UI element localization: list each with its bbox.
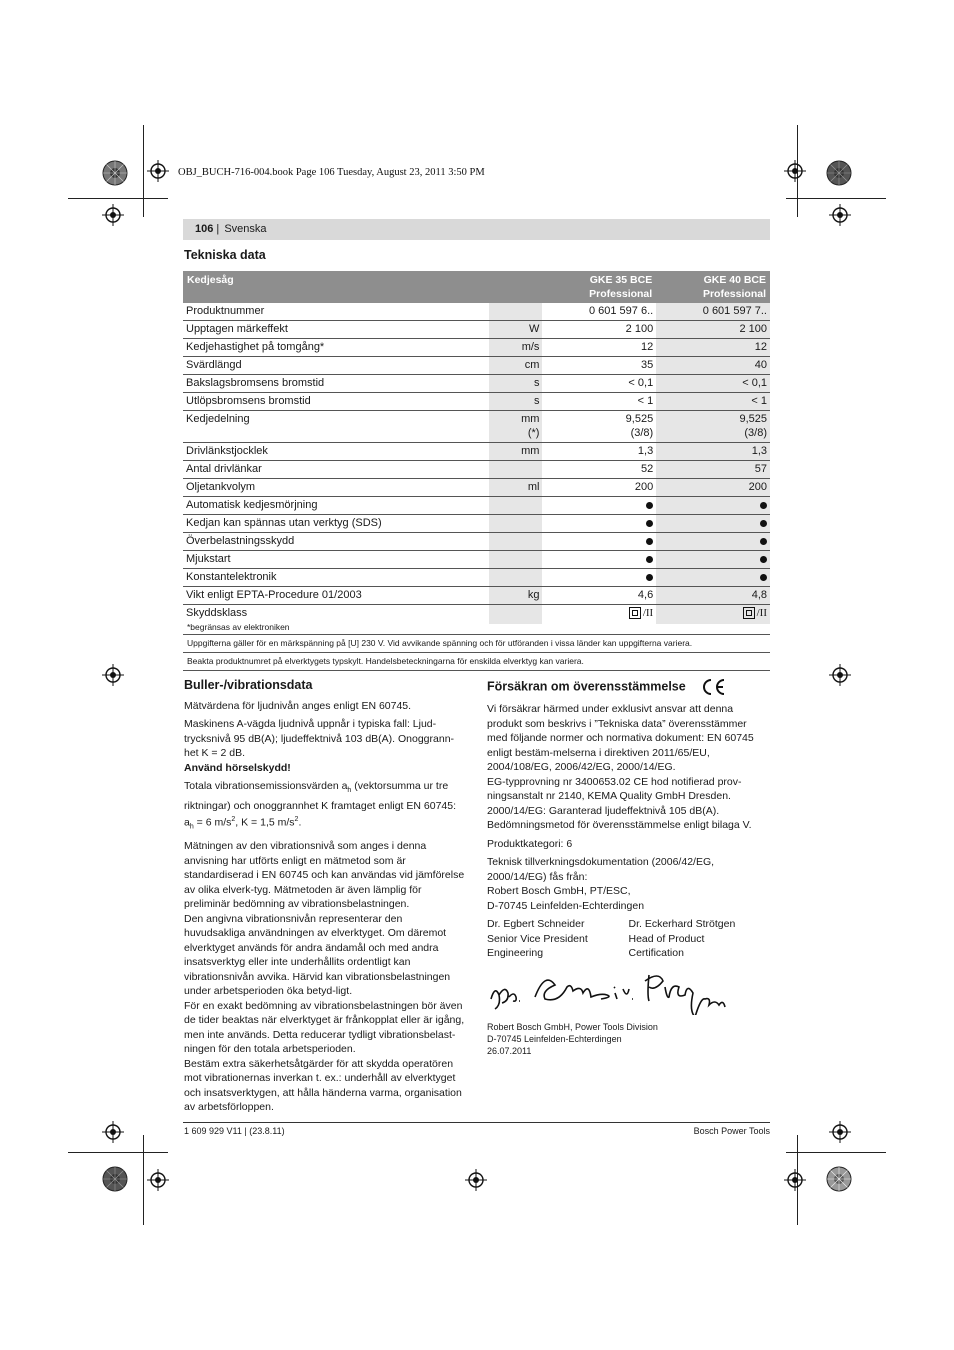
table-row: Mjukstart [183,551,770,569]
table-header-label: Kedjesåg [183,271,542,303]
header-separator: | [216,223,220,235]
paragraph: Bestäm extra säkerhetsåtgärder för att skydda operatören mot vibrationernas inverkan t. ex.: underhåll av elverktyget och insatsverktygen, att hålla händerna varma, organisation av arbetsförloppen. [184,1057,462,1114]
paragraph: EG-typprovning nr 3400653.02 CE hod notifierad prov-ningsanstalt nr 2140, KEMA Quality GmbH Dresden. 2000/14/EG: Garanterad ljudeffektnivå 105 dB(A). Bedömningsmetod för överensstämmelse enligt bilaga V. [487,775,752,831]
registration-mark-icon [829,664,851,686]
signatures-image [487,967,770,1015]
hearing-protection-warning: Använd hörselskydd! [184,761,291,774]
calibration-disc-icon [102,1166,128,1192]
calibration-disc-icon [826,160,852,186]
paragraph: Teknisk tillverkningsdokumentation (2006/42/EG, 2000/14/EG) fås från: [487,856,715,883]
protection-class-icon [743,607,755,619]
paragraph: Maskinens A-vägda ljudnivå uppnår i typiska fall: Ljud-trycksnivå 95 dB(A); ljudeffektnivå 103 dB(A). Onoggrann-het K = 2 dB. [184,718,455,759]
footer-divider [183,1122,770,1123]
feature-dot-icon [646,556,653,563]
feature-dot-icon [646,502,653,509]
table-row: Kedjan kan spännas utan verktyg (SDS) [183,515,770,533]
noise-section-title: Buller-/vibrationsdata [184,678,313,692]
calibration-disc-icon [102,160,128,186]
paragraph: Vi försäkrar härmed under exklusivt ansvar att denna produkt som beskrivs i ”Tekniska data” överensstämmer med följande normer och normativa dokument: EN 60745 enligt bestäm-melserna i direktiven 2011/65/EU, 2004/108/EG, 2006/42/EG, 2000/14/EG. [487,703,754,773]
registration-mark-icon [784,1169,806,1191]
feature-dot-icon [760,556,767,563]
table-row: Produktnummer 0 601 597 6.. 0 601 597 7.. [183,303,770,321]
table-header-model-2: GKE 40 BCE Professional [656,271,770,303]
table-row: Upptagen märkeffekt W 2 100 2 100 [183,321,770,339]
spec-table-header [183,271,770,303]
registration-mark-icon [829,1121,851,1143]
footer-document-number: 1 609 929 V11 | (23.8.11) [184,1126,285,1136]
table-row: Överbelastningsskydd [183,533,770,551]
table-notes [183,634,770,671]
registration-mark-icon [102,1121,124,1143]
section-title: Tekniska data [184,248,266,262]
calibration-disc-icon [826,1166,852,1192]
table-header-model-1: GKE 35 BCE Professional [542,271,656,303]
registration-mark-icon [102,204,124,226]
feature-dot-icon [760,502,767,509]
table-row: Vikt enligt EPTA-Procedure 01/2003 kg 4,6 4,8 [183,587,770,605]
paragraph: För en exakt bedömning av vibrationsbelastningen bör även de tider beaktas när elverktyget är frånkopplat eller är igång, men inte används. Detta reducerar tydligt vibrationsbelast-ningen för den totala arbetsperioden. [184,999,465,1056]
paragraph: Den angivna vibrationsnivån representerar den huvudsakliga användningen av elverktyget. Om däremot elverktyget används för andra ändamål och med andra insatsverktyg eller inte underhållits ordentligt kan vibrationsnivån avvika. Härvid kan vibrationsbelastningen under arbetsperioden öka betyd-ligt. [184,912,451,998]
address-line: Robert Bosch GmbH, PT/ESC, [487,885,631,897]
signatories [487,917,770,961]
table-note-product-number: Beakta produktnumret på elverktygets typskylt. Handelsbeteckningarna för enskilda elverktyg kan variera. [183,652,770,671]
vibration-values: Totala vibrationsemissionsvärden $a_h$ (vektorsumma ur tre riktningar) och onoggrannhet K framtaget enligt EN 60745: $a_h = 6$ $m/s^2$, K = 1,5 $m/s^2$. [184,780,457,831]
feature-dot-icon [760,520,767,527]
table-footnote: *begränsas av elektroniken [187,622,290,632]
protection-class-icon [629,607,641,619]
table-row: Drivlänkstjocklek mm 1,3 1,3 [183,443,770,461]
signatory-1: Dr. Egbert Schneider Senior Vice President Engineering [487,918,588,959]
product-category: Produktkategori: 6 [487,837,573,850]
paragraph: Mätningen av den vibrationsnivå som anges i denna anvisning har utförts enligt en mätmetod som är standardiserad i EN 60745 och kan användas vid jämförelse av olika elverk-tyg. Mätmetoden är även lämplig för preliminär bedömning av vibrationsbelastningen. [184,840,465,911]
page-header [183,219,770,240]
table-row: Bakslagsbromsens bromstid s < 0,1 < 0,1 [183,375,770,393]
table-row: Utlöpsbromsens bromstid s < 1 < 1 [183,393,770,411]
feature-dot-icon [760,538,767,545]
signatory-2: Dr. Eckerhard Strötgen Head of Product Certification [628,918,736,959]
table-row: Automatisk kedjesmörjning [183,497,770,515]
table-row: Konstantelektronik [183,569,770,587]
registration-mark-icon [829,204,851,226]
registration-mark-icon [784,160,806,182]
feature-dot-icon [646,538,653,545]
feature-dot-icon [646,520,653,527]
noise-vibration-section [184,678,466,1115]
spec-table [183,271,770,624]
footer-brand: Bosch Power Tools [693,1126,770,1136]
feature-dot-icon [646,574,653,581]
table-row: Antal drivlänkar 52 57 [183,461,770,479]
feature-dot-icon [760,574,767,581]
manufacturer-address: Robert Bosch GmbH, Power Tools Division D-70745 Leinfelden-Echterdingen 26.07.2011 [487,1022,658,1056]
registration-mark-icon [465,1169,487,1191]
address-line: D-70745 Leinfelden-Echterdingen [487,899,645,912]
declaration-section [487,678,770,1057]
table-note-voltage: Uppgifterna gäller för en märkspänning på [U] 230 V. Vid avvikande spänning och för utföranden i vissa länder kan uppgifterna variera. [183,634,770,652]
ce-mark-icon [700,678,726,696]
declaration-title: Försäkran om överensstämmelse [487,678,770,696]
page-number: 106 [195,223,214,235]
table-row: Kedjehastighet på tomgång* m/s 12 12 [183,339,770,357]
header-language: Svenska [224,223,267,235]
table-row: Skyddsklass /II /II [183,605,770,625]
registration-mark-icon [147,1169,169,1191]
table-row: Kedjedelning mm (*) 9,525 (3/8) 9,525 (3/8) [183,411,770,443]
table-row: Svärdlängd cm 35 40 [183,357,770,375]
registration-mark-icon [147,160,169,182]
table-row: Oljetankvolym ml 200 200 [183,479,770,497]
registration-mark-icon [102,664,124,686]
paragraph: Mätvärdena för ljudnivån anges enligt EN 60745. [184,699,412,712]
print-slug: OBJ_BUCH-716-004.book Page 106 Tuesday, August 23, 2011 3:50 PM [178,167,485,178]
